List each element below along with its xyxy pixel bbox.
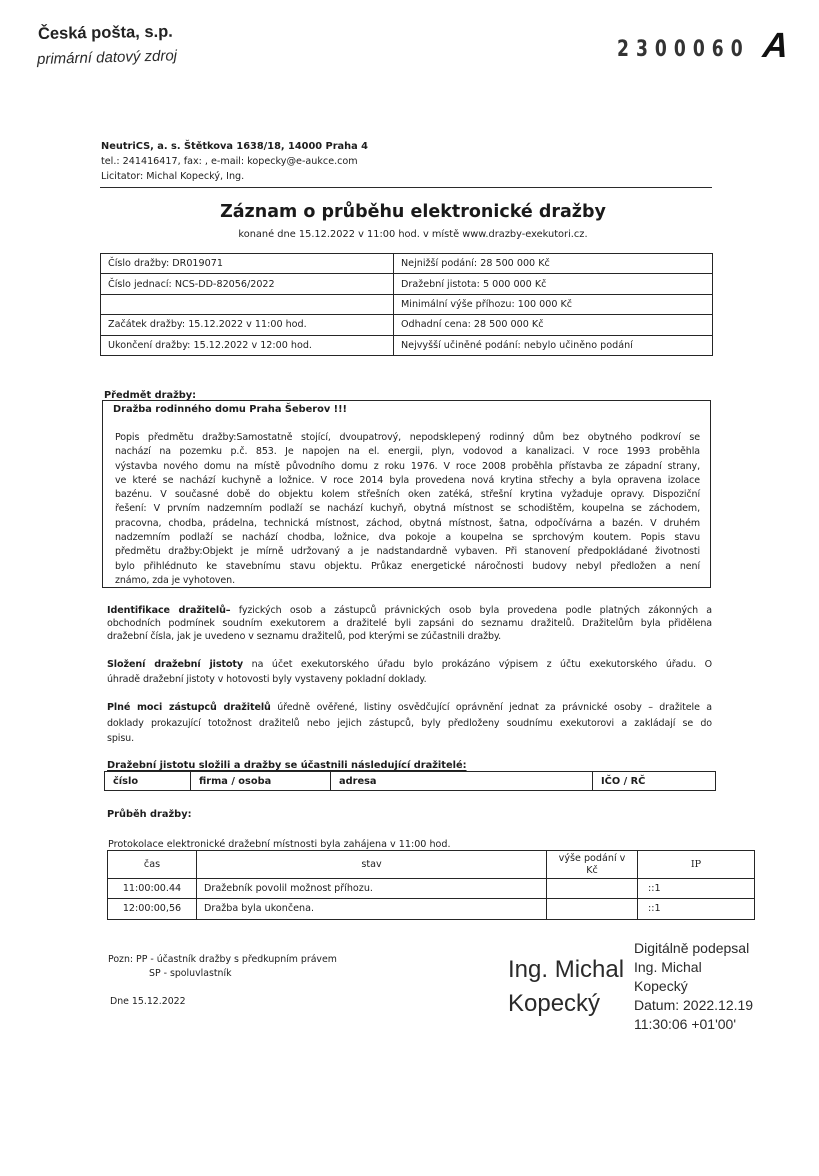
note-pp: Pozn: PP - účastník dražby s předkupním právem [108, 954, 337, 965]
signature-name-line: Ing. Michal [508, 956, 625, 983]
signature-name-line: Kopecký [508, 990, 601, 1017]
signature-detail-line: Kopecký [634, 978, 688, 994]
description-line: nadzemním podlaží se nachází chodba, ložnice, dva pokoje a koupelna se sprchovým koutem. Popis stavu [115, 532, 700, 544]
info-cell-highest-bid: Nejvyšší učiněné podání: nebylo učiněno podání [394, 335, 713, 355]
info-cell-case-number: Číslo jednací: NCS-DD-82056/2022 [101, 274, 394, 294]
letterhead [101, 139, 368, 184]
paragraph-text: na účet exekutorského úřadu bylo prokázáno výpisem z účtu exekutorského úřadu. O [251, 659, 713, 670]
page-title: Záznam o průběhu elektronické dražby [220, 202, 606, 222]
info-row [101, 315, 713, 335]
info-cell-min-increment: Minimální výše příhozu: 100 000 Kč [394, 294, 713, 314]
paragraph-line: obchodních podmínek soudním exekutorem a dražitelé byli zapsáni do seznamu dražitelů. Dražitelům byla přidělena [107, 618, 712, 630]
table-row [108, 879, 755, 899]
column-header-number: číslo [105, 772, 191, 791]
letterhead-divider [100, 187, 712, 188]
column-header-id: IČO / RČ [593, 772, 716, 791]
source-subtitle: primární datový zdroj [36, 47, 178, 68]
auction-info-table [100, 253, 713, 356]
description-line: nachází na pozemku p.č. 853. Je napojen na el. energii, plyn, vodovod a kanalizaci. V roce 1993 proběhla [115, 446, 700, 458]
column-header-ip: IP [638, 851, 755, 879]
description-line: bylo přihlédnuto ke stavebnímu stavu objektu. Průkaz energetické náročnosti budovy nebyl předložen a není [115, 560, 700, 572]
description-line: ve které se nachází kuchyně a ložnice. V roce 2014 byla provedena nová krytina střechy a byla opravena izolace [115, 474, 700, 486]
info-row [101, 335, 713, 355]
document-date: Dne 15.12.2022 [110, 996, 186, 1007]
info-cell-lowest-bid: Nejnižší podání: 28 500 000 Kč [394, 254, 713, 274]
subject-title: Dražba rodinného domu Praha Šeberov !!! [113, 404, 348, 415]
cell-amount [547, 899, 638, 919]
info-cell-auction-number: Číslo dražby: DR019071 [101, 254, 394, 274]
paragraph-line: dražební čísla, jak je uvedeno v seznamu dražitelů, pod kterými se zúčastnili dražby. [107, 631, 501, 643]
paragraph-line: doklady prokazující totožnost dražitelů nebo jejich zástupců, byly předloženy soudnímu exekutorovi a zakládají se do [107, 717, 712, 729]
cell-status: Dražebník povolil možnost příhozu. [197, 879, 547, 899]
cell-ip: ::1 [638, 899, 755, 919]
description-line: pracovna, chodba, prádelna, technická místnost, záchod, obytná místnost, šatna, odpočívárna a bazén. V druhém [115, 517, 700, 529]
paragraph-line: spisu. [107, 733, 135, 744]
info-row [101, 274, 713, 294]
subject-description [115, 431, 700, 588]
info-cell-deposit: Dražební jistota: 5 000 000 Kč [394, 274, 713, 294]
company-contact: tel.: 241416417, fax: , e-mail: kopecky@e-aukce.com [101, 156, 358, 167]
paragraph-line: úhradě dražební jistoty v hotovosti byly vystaveny pokladní doklady. [107, 674, 427, 685]
column-header-time: čas [108, 851, 197, 879]
cell-time: 12:00:00,56 [108, 899, 197, 919]
source-organization: Česká pošta, s.p. [37, 22, 173, 43]
proxies-lead: Plné moci zástupců dražitelů [107, 702, 271, 713]
info-cell-estimated-price: Odhadní cena: 28 500 000 Kč [394, 315, 713, 335]
document-number-suffix: A [761, 26, 791, 65]
column-header-amount: výše podání v Kč [547, 851, 638, 879]
deposit-paragraph [107, 657, 712, 687]
bidders-table [104, 771, 716, 791]
proxies-paragraph [107, 700, 712, 747]
paragraph-line [107, 604, 712, 617]
bidders-header-row [105, 772, 716, 791]
paragraph-line [107, 700, 712, 716]
signature-detail-line: Datum: 2022.12.19 [634, 997, 754, 1013]
info-cell-end: Ukončení dražby: 15.12.2022 v 12:00 hod. [101, 335, 394, 355]
info-cell-empty [101, 294, 394, 314]
signature-detail-line: Digitálně podepsal [634, 940, 750, 956]
column-header-company: firma / osoba [191, 772, 331, 791]
cell-amount [547, 879, 638, 899]
table-row [108, 899, 755, 919]
paragraph-text: fyzických osob a zástupců právnických osob byla provedena podle platných zákonných a [238, 605, 712, 616]
progress-heading: Průběh dražby: [107, 809, 192, 820]
description-line: výstavba nového domu na místě původního domu z roku 1976. V roce 2008 proběhla přístavba ze západní strany, [115, 460, 700, 472]
bidders-heading: Dražební jistotu složili a dražby se účastnili následující dražitelé: [107, 760, 467, 771]
paragraph-text: úředně ověřené, listiny osvědčující oprávnění jednat za právnické osoby – dražitele a [277, 702, 713, 713]
progress-table [107, 850, 755, 920]
signature-detail-line: 11:30:06 +01'00' [634, 1016, 737, 1032]
info-cell-start: Začátek dražby: 15.12.2022 v 11:00 hod. [101, 315, 394, 335]
cell-time: 11:00:00.44 [108, 879, 197, 899]
paragraph-line [107, 657, 712, 672]
signature-details [634, 939, 753, 1034]
deposit-lead: Složení dražební jistoty [107, 659, 244, 670]
company-address: NeutriCS, a. s. Štětkova 1638/18, 14000 Praha 4 [101, 141, 368, 152]
description-line: předmětu dražby:Objekt je mírně udržovaný a je nadstandardně vybaven. Při stanovení předpokládané životnosti [115, 546, 700, 558]
description-line: řešení: V prvním nadzemním podlaží se nachází kuchyň, obytná místnost se schodištěm, koupelna se záchodem, [115, 503, 700, 515]
document-number: 2300060 [617, 37, 750, 62]
signature-name [508, 953, 624, 1021]
progress-header-row [108, 851, 755, 879]
note-sp: SP - spoluvlastník [149, 968, 232, 979]
column-header-address: adresa [331, 772, 593, 791]
cell-status: Dražba byla ukončena. [197, 899, 547, 919]
licitator: Licitator: Michal Kopecký, Ing. [101, 171, 245, 182]
signature-detail-line: Ing. Michal [634, 959, 702, 975]
identification-paragraph [107, 604, 712, 644]
column-header-status: stav [197, 851, 547, 879]
cell-ip: ::1 [638, 879, 755, 899]
progress-intro: Protokolace elektronické dražební místnosti byla zahájena v 11:00 hod. [108, 839, 451, 850]
info-row [101, 254, 713, 274]
subject-heading: Předmět dražby: [104, 390, 197, 401]
description-line: známo, zda je vyhotoven. [115, 574, 236, 586]
description-line: Popis předmětu dražby:Samostatně stojící, dvoupatrový, nepodsklepený rodinný dům bez obytného podkroví se [115, 432, 700, 443]
info-row [101, 294, 713, 314]
page-subtitle: konané dne 15.12.2022 v 11:00 hod. v místě www.drazby-exekutori.cz. [238, 229, 588, 240]
description-line: bazénu. V současné době do objektu kolem střešních oken zatéká, střešní krytina vyžaduje opravy. Dispoziční [115, 489, 700, 501]
identification-lead: Identifikace dražitelů– [107, 605, 231, 616]
